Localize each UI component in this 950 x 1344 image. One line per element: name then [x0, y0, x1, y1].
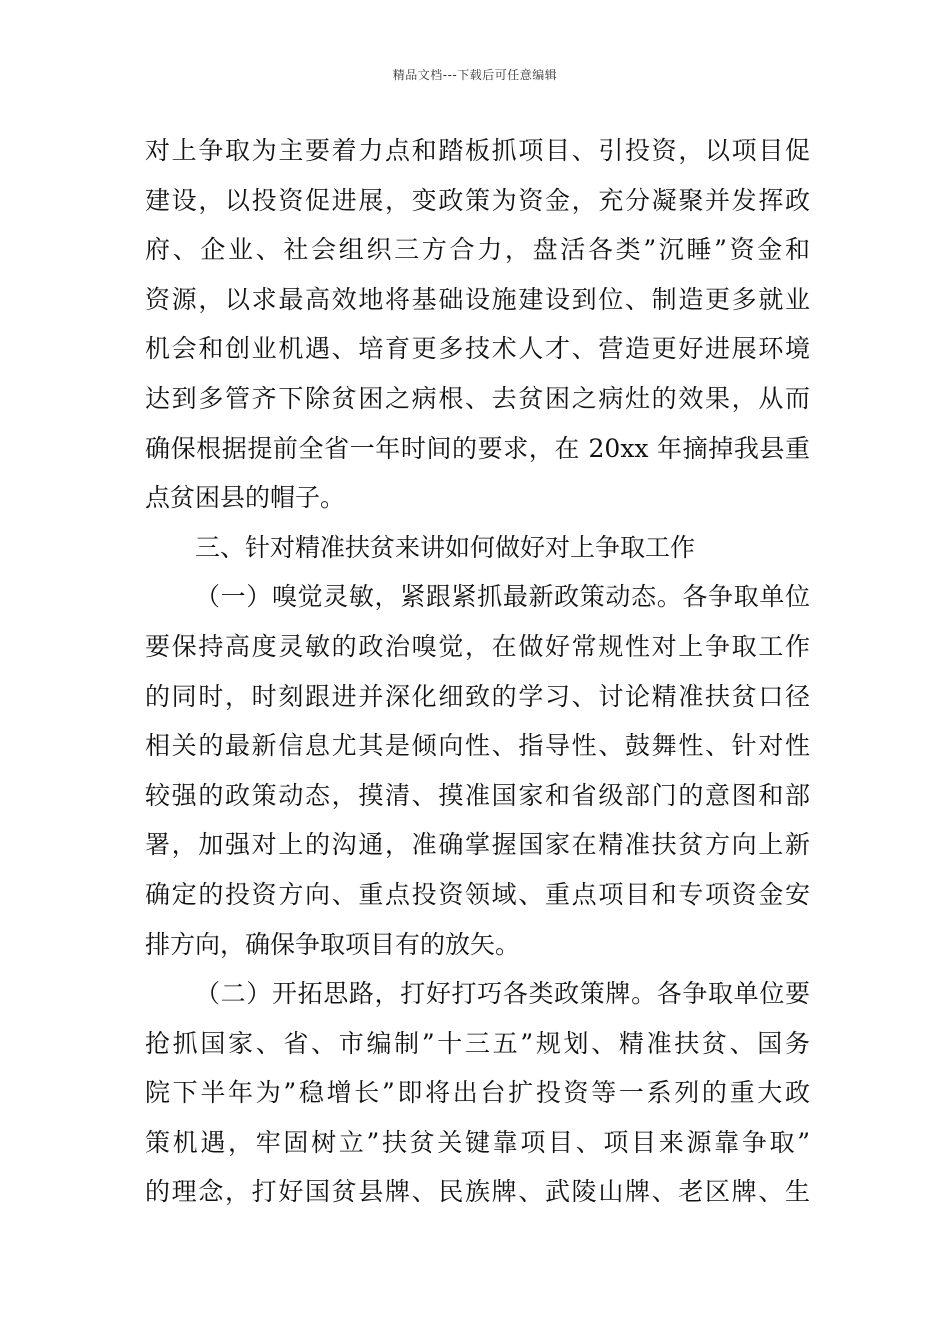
body-line: 机会和创业机遇、培育更多技术人才、营造更好进展环境 — [145, 334, 810, 364]
body-line: 要保持高度灵敏的政治嗅觉，在做好常规性对上争取工作 — [145, 631, 810, 661]
body-line: 点贫困县的帽子。 — [145, 483, 346, 513]
body-line: 的理念，打好国贫县牌、民族牌、武陵山牌、老区牌、生 — [145, 1177, 810, 1207]
body-line: 达到多管齐下除贫困之病根、去贫困之病灶的效果，从而 — [145, 383, 810, 413]
body-line: 的同时，时刻跟进并深化细致的学习、讨论精准扶贫口径 — [145, 681, 810, 711]
body-line: 相关的最新信息尤其是倾向性、指导性、鼓舞性、针对性 — [145, 731, 810, 761]
body-line: （二）开拓思路，打好打巧各类政策牌。各争取单位要 — [195, 979, 810, 1009]
body-line: 排方向，确保争取项目有的放矢。 — [145, 929, 521, 959]
body-line: 府、企业、社会组织三方合力，盘活各类”沉睡”资金和 — [145, 235, 810, 265]
body-line: 抢抓国家、省、市编制”十三五”规划、精准扶贫、国务 — [145, 1028, 810, 1058]
body-line: 署，加强对上的沟通，准确掌握国家在精准扶贫方向上新 — [145, 830, 810, 860]
body-line: 确保根据提前全省一年时间的要求，在 20xx 年摘掉我县重 — [145, 433, 810, 463]
document-body — [145, 126, 810, 1217]
body-line: 确定的投资方向、重点投资领域、重点项目和专项资金安 — [145, 879, 810, 909]
section-heading: 三、针对精准扶贫来讲如何做好对上争取工作 — [195, 532, 696, 562]
body-line: 建设，以投资促进展，变政策为资金，充分凝聚并发挥政 — [145, 185, 810, 215]
body-line: 资源，以求最高效地将基础设施建设到位、制造更多就业 — [145, 284, 810, 314]
body-line: 较强的政策动态，摸清、摸准国家和省级部门的意图和部 — [145, 780, 810, 810]
body-line: 院下半年为”稳增长”即将出台扩投资等一系列的重大政 — [145, 1078, 810, 1108]
page-header: 精品文档---下载后可任意编辑 — [392, 68, 558, 82]
body-line: 对上争取为主要着力点和踏板抓项目、引投资，以项目促 — [145, 136, 810, 165]
body-line: 策机遇，牢固树立”扶贫关键靠项目、项目来源靠争取” — [145, 1127, 810, 1157]
body-line: （一）嗅觉灵敏，紧跟紧抓最新政策动态。各争取单位 — [195, 582, 810, 612]
